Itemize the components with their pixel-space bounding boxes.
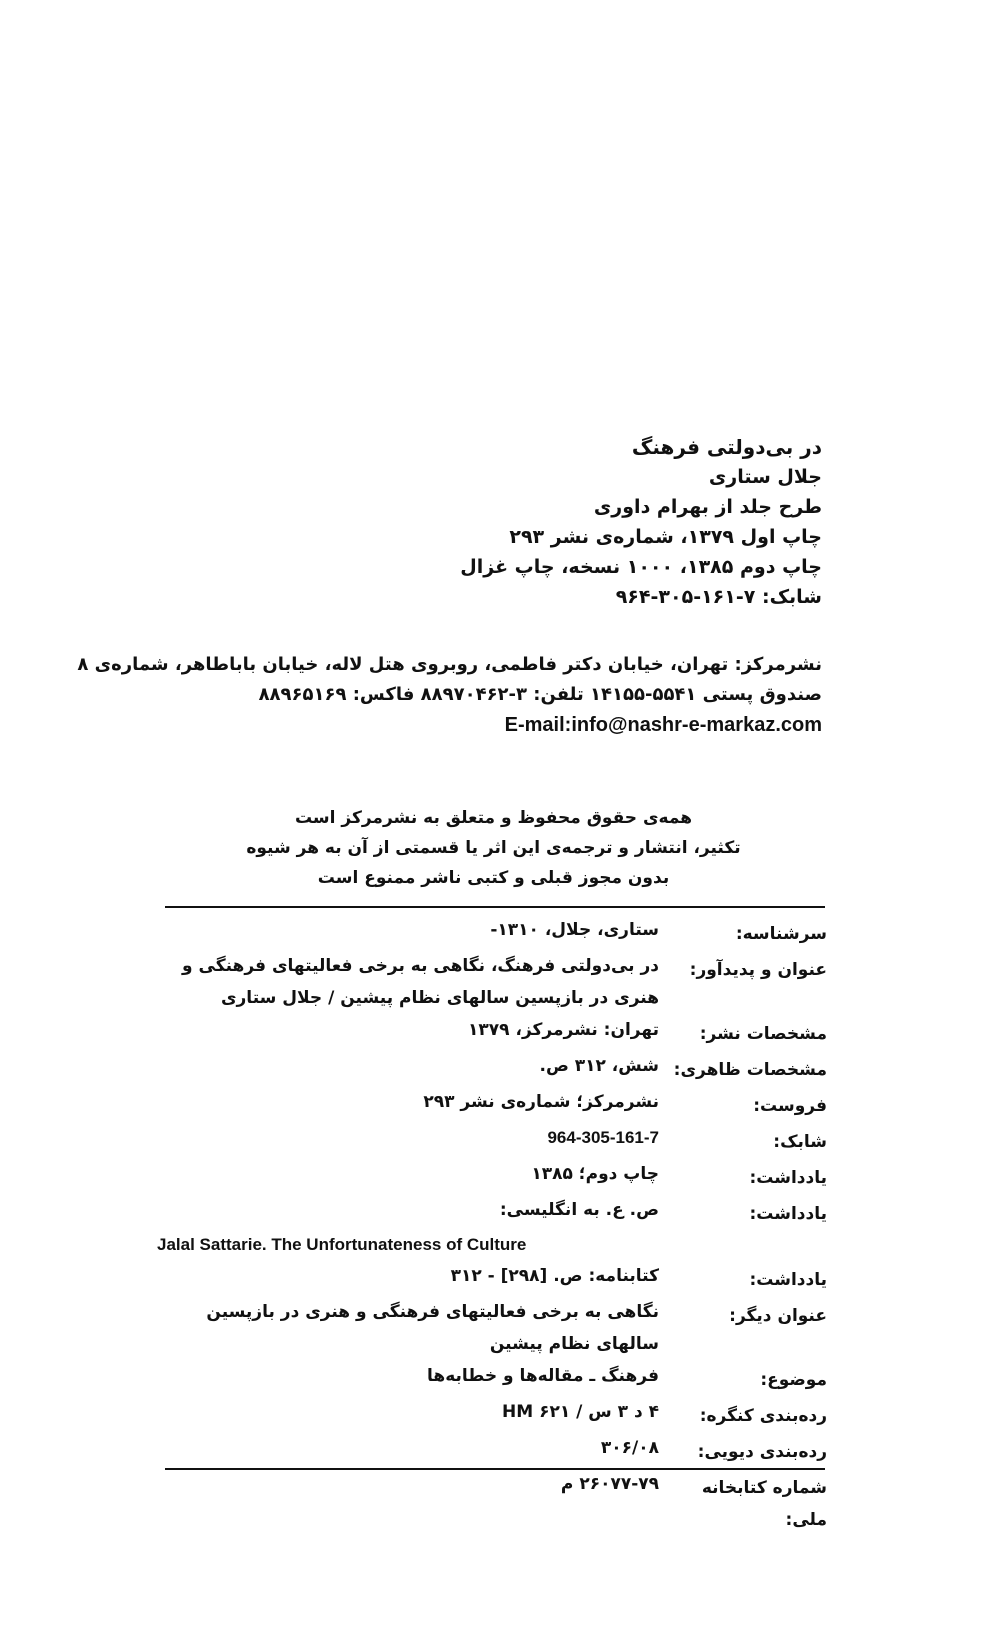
catalog-label: فروست: xyxy=(753,1096,827,1116)
rights-line: همه‌ی حقوق محفوظ و متعلق به نشرمرکز است xyxy=(294,808,693,828)
catalog-value: ص. ع. به انگلیسی: xyxy=(499,1200,659,1220)
publisher-info xyxy=(77,650,822,740)
catalog-label: عنوان و پدیدآور: xyxy=(689,960,827,980)
first-edition-line: چاپ اول ۱۳۷۹، شماره‌ی نشر ۲۹۳ xyxy=(509,526,822,548)
english-title-line: Jalal Sattarie. The Unfortunateness of Culture xyxy=(157,1235,527,1254)
catalog-value: 964-305-161-7 xyxy=(547,1128,659,1147)
catalog-label: موضوع: xyxy=(760,1370,827,1390)
catalog-row xyxy=(157,1050,827,1086)
catalog-row xyxy=(157,1158,827,1194)
catalog-value: تهران: نشرمرکز، ۱۳۷۹ xyxy=(468,1020,659,1040)
catalog-row xyxy=(157,1360,827,1396)
catalog-row xyxy=(157,1296,827,1360)
catalog-label: یادداشت: xyxy=(749,1270,827,1290)
catalog-value: ۴ د ۳ س / HM ۶۲۱ xyxy=(502,1402,659,1422)
catalog-row xyxy=(157,1014,827,1050)
publisher-contact: صندوق پستی ۵۵۴۱-۱۴۱۵۵ تلفن: ۳-۸۸۹۷۰۴۶۲ فاکس: ۸۸۹۶۵۱۶۹ xyxy=(258,684,822,705)
catalog-row xyxy=(157,1194,827,1230)
catalog-value: فرهنگ ـ مقاله‌ها و خطابه‌ها xyxy=(427,1366,659,1386)
catalog-label: یادداشت: xyxy=(749,1204,827,1224)
catalog-label: سرشناسه: xyxy=(735,924,827,944)
catalog-row xyxy=(157,1432,827,1468)
divider-bottom xyxy=(165,1468,825,1470)
second-edition-line: چاپ دوم ۱۳۸۵، ۱۰۰۰ نسخه، چاپ غزال xyxy=(460,556,822,578)
isbn-line: شابک: ۷-۱۶۱-۳۰۵-۹۶۴ xyxy=(615,586,822,608)
catalog-label: مشخصات نشر: xyxy=(699,1024,827,1044)
catalog-row xyxy=(157,1396,827,1432)
catalog-label: عنوان دیگر: xyxy=(729,1306,827,1326)
catalog-label: رده‌بندی کنگره: xyxy=(699,1406,827,1426)
catalog-value: ستاری، جلال، ۱۳۱۰- xyxy=(490,920,659,940)
cataloging-record xyxy=(157,914,827,1536)
catalog-label: شابک: xyxy=(773,1132,827,1152)
catalog-value: در بی‌دولتی فرهنگ، نگاهی به برخی فعالیتهای فرهنگی و هنری در بازپسین سالهای نظام پیشین / جلال ستاری xyxy=(182,956,659,1008)
catalog-value: چاپ دوم؛ ۱۳۸۵ xyxy=(531,1164,659,1184)
catalog-label: رده‌بندی دیویی: xyxy=(697,1442,827,1462)
catalog-label: یادداشت: xyxy=(749,1168,827,1188)
catalog-row xyxy=(157,1468,827,1536)
catalog-value: کتابنامه: ص. [۲۹۸] - ۳۱۲ xyxy=(450,1266,659,1286)
divider-top xyxy=(165,906,825,908)
catalog-row xyxy=(157,1122,827,1158)
catalog-value: نگاهی به برخی فعالیتهای فرهنگی و هنری در بازپسین سالهای نظام پیشین xyxy=(206,1302,659,1354)
cover-design-credit: طرح جلد از بهرام داوری xyxy=(593,496,822,518)
rights-line: بدون مجوز قبلی و کتبی ناشر ممنوع است xyxy=(317,868,670,888)
catalog-row xyxy=(157,1260,827,1296)
book-credits xyxy=(122,432,822,612)
catalog-value: ۳۰۶/۰۸ xyxy=(600,1438,659,1458)
catalog-value: نشرمرکز؛ شماره‌ی نشر ۲۹۳ xyxy=(423,1092,659,1112)
publisher-email[interactable]: E-mail:info@nashr-e-markaz.com xyxy=(504,714,822,736)
publisher-address: نشرمرکز: تهران، خیابان دکتر فاطمی، روبروی هتل لاله، خیابان باباطاهر، شماره‌ی ۸ xyxy=(77,654,822,675)
catalog-label: مشخصات ظاهری: xyxy=(673,1060,827,1080)
rights-line: تکثیر، انتشار و ترجمه‌ی این اثر یا قسمتی از آن به هر شیوه xyxy=(246,838,741,858)
catalog-row xyxy=(157,1086,827,1122)
catalog-value: شش، ۳۱۲ ص. xyxy=(539,1056,659,1076)
rights-notice xyxy=(0,803,987,893)
catalog-row xyxy=(157,914,827,950)
catalog-label: شماره کتابخانه ملی: xyxy=(701,1478,827,1530)
author-name: جلال ستاری xyxy=(708,466,822,488)
book-title: در بی‌دولتی فرهنگ xyxy=(631,435,822,459)
catalog-row xyxy=(157,950,827,1014)
catalog-value: ۲۶۰۷۷-۷۹ م xyxy=(560,1474,659,1494)
